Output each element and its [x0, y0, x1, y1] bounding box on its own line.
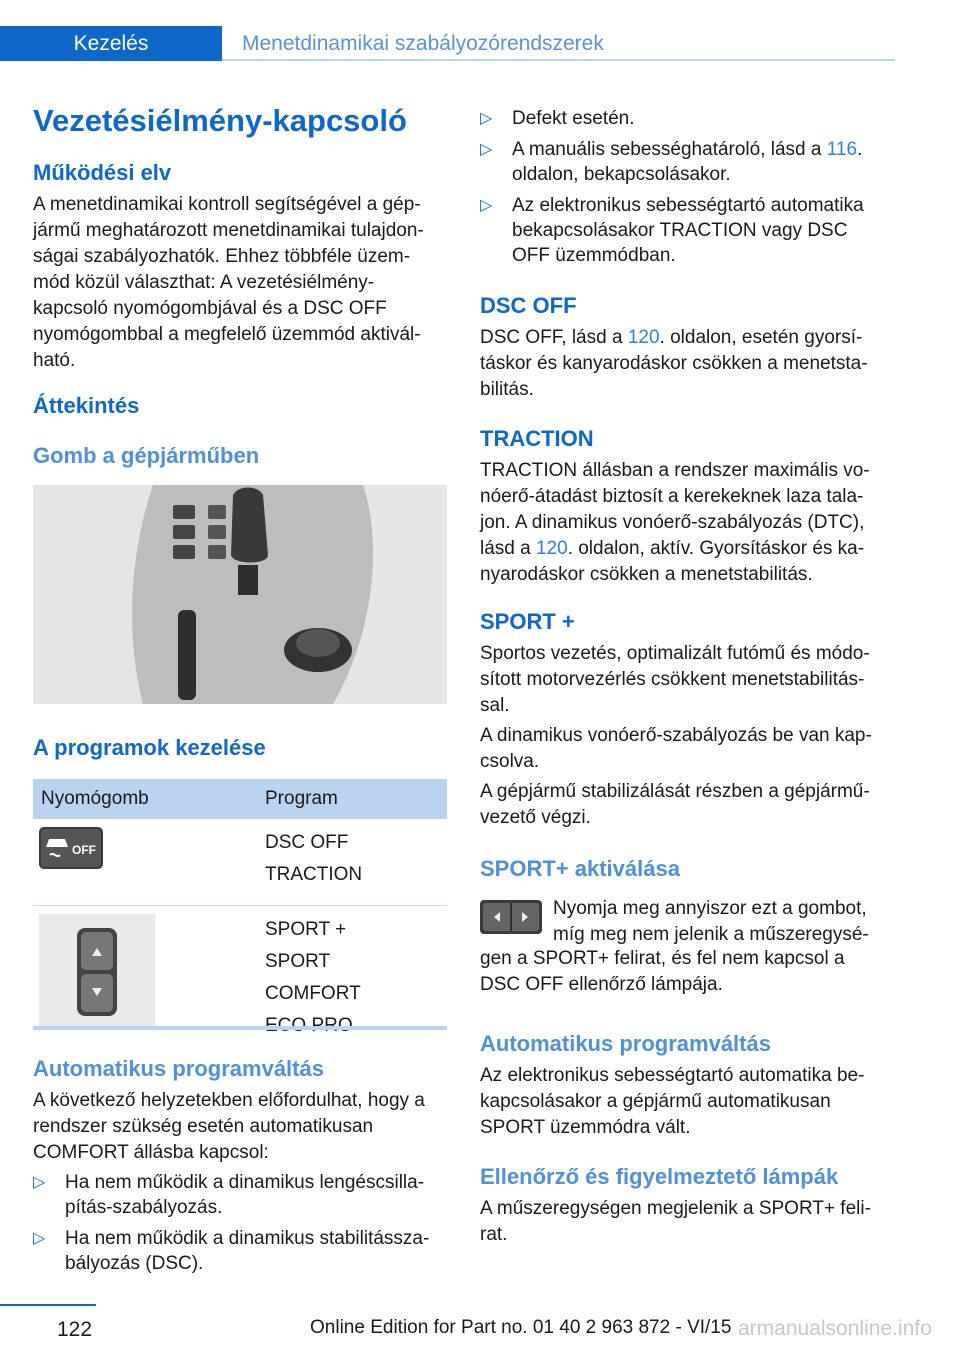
col-header-program: Program [251, 779, 447, 819]
section-title: Menetdinamikai szabályozórendszerek [242, 32, 604, 55]
page-number: 122 [57, 1318, 93, 1341]
footer-rule [0, 1304, 96, 1306]
console-photo [33, 485, 447, 704]
text-part: DSC OFF, lásd a [480, 327, 628, 348]
heading-principle: Működési elv [33, 160, 172, 185]
driving-mode-switch-icon [39, 914, 155, 1030]
heading-auto-switch-2: Automatikus programváltás [480, 1031, 771, 1056]
activate-text: gen a SPORT+ felirat, és fel nem kapcsol a DSC OFF ellenőrző lámpája. [480, 948, 845, 995]
text-part: . oldalon, esetén gyorsí- táskor és kanyarodáskor csökken a menetsta- bilitás. [480, 327, 868, 400]
heading-dsc-off: DSC OFF [480, 293, 577, 318]
auto-switch-text: A következő helyzetekben előfordulhat, hogy a rendszer szükség esetén automatikusan COMFORT állásba kapcsol: [33, 1090, 425, 1163]
page-header [0, 26, 895, 61]
dsc-off-button-icon [39, 827, 103, 869]
program-line: SPORT [265, 951, 331, 972]
bullet-triangle-icon: ▷ [480, 110, 493, 127]
console-illustration [33, 485, 447, 704]
bullet-triangle-icon: ▷ [33, 1230, 46, 1247]
heading-programs: A programok kezelése [33, 735, 266, 760]
mode-switch-button-icon [480, 900, 542, 934]
auto-switch-2-text: Az elektronikus sebességtartó automatika be- kapcsolásakor a gépjármű automatikusan SPORT üzemmódra vált. [480, 1065, 865, 1138]
table-header-row [33, 779, 447, 819]
heading-button: Gomb a gépjárműben [33, 443, 260, 468]
program-line: SPORT + [265, 919, 347, 940]
list-item-text: Defekt esetén. [512, 108, 635, 129]
edition-text: Online Edition for Part no. 01 40 2 963 872 - VI/15 [310, 1317, 732, 1338]
heading-sport-activate: SPORT+ aktiválása [480, 856, 680, 881]
table-row [33, 819, 447, 906]
heading-lamps: Ellenőrző és figyelmeztető lámpák [480, 1164, 839, 1189]
principle-text: A menetdinamikai kontroll segítségével a gép- jármű meghatározott menetdinamikai tulajdon- ságai szabályozhatók. Ehhez többféle üzem- mód közül választhat: A vezetésiélmény- kapcsoló nyomógombjával és a DSC OFF nyomógombbal a megfelelő üzemmód aktivál- ható. [33, 194, 424, 371]
chapter-tab: Kezelés [0, 26, 222, 61]
list-item-text: . oldalon, bekapcsolásakor. [512, 139, 863, 185]
right-list [480, 106, 900, 274]
list-item-text: Ha nem működik a dinamikus stabilitássza- bályozás (DSC). [65, 1228, 430, 1274]
list-item [480, 137, 900, 187]
dsc-off-text [480, 325, 905, 403]
text-part: . oldalon, aktív. Gyorsításkor és ka- nyarodáskor csökken a menetstabilitás. [480, 538, 865, 585]
program-line: COMFORT [265, 983, 361, 1004]
list-item-text: A manuális sebességhatároló, lásd a [512, 139, 827, 160]
list-item [33, 1170, 453, 1220]
page-title: Vezetésiélmény-kapcsoló [33, 103, 407, 138]
page-link[interactable]: 116 [826, 139, 858, 160]
watermark: armanualsonline.info [738, 1317, 932, 1340]
heading-overview: Áttekintés [33, 393, 140, 418]
bullet-triangle-icon: ▷ [33, 1174, 46, 1191]
heading-auto-switch: Automatikus programváltás [33, 1056, 324, 1081]
program-cell [251, 819, 447, 906]
list-item [480, 106, 900, 131]
list-item [480, 193, 900, 268]
list-item [33, 1226, 453, 1276]
list-item-text: Az elektronikus sebességtartó automatika bekapcsolásakor TRACTION vagy DSC OFF üzemmódban. [512, 195, 864, 266]
heading-traction: TRACTION [480, 426, 594, 451]
list-item-text: Ha nem működik a dinamikus lengéscsilla- pítás-szabályozás. [65, 1172, 425, 1218]
col-header-button: Nyomógomb [33, 779, 251, 819]
sport-text-3: A gépjármű stabilizálását részben a gépjármű- vezető végzi. [480, 781, 870, 828]
bullet-triangle-icon: ▷ [480, 141, 493, 158]
activate-text-inline: Nyomja meg annyiszor ezt a gombot, míg meg nem jelenik a műszeregysé- [553, 898, 869, 945]
table-end-rule [33, 1026, 447, 1030]
text-part: TRACTION állásban a rendszer maximális vo- nóerő-átadást biztosít a kerekeknek laza tala- jon. A dinamikus vonóerő-szabályozás (DTC), lásd a [480, 460, 870, 559]
bullet-triangle-icon: ▷ [480, 197, 493, 214]
sport-text-2: A dinamikus vonóerő-szabályozás be van kap- csolva. [480, 725, 872, 772]
program-line: DSC OFF [265, 832, 349, 853]
svg-text:OFF: OFF [72, 843, 96, 857]
page-link[interactable]: 120 [535, 538, 568, 559]
traction-text [480, 458, 905, 588]
program-table [33, 779, 447, 1050]
header-rule [222, 59, 895, 61]
auto-switch-list [33, 1170, 453, 1282]
program-line: TRACTION [265, 864, 363, 885]
sport-text-1: Sportos vezetés, optimalizált futómű és módo- sított motorvezérlés csökkent menetstabilitás- sal. [480, 643, 870, 716]
button-cell [33, 819, 251, 906]
lamps-text: A műszeregységen megjelenik a SPORT+ feli- rat. [480, 1198, 871, 1245]
heading-sport-plus: SPORT + [480, 609, 575, 634]
page-link[interactable]: 120 [627, 327, 660, 348]
